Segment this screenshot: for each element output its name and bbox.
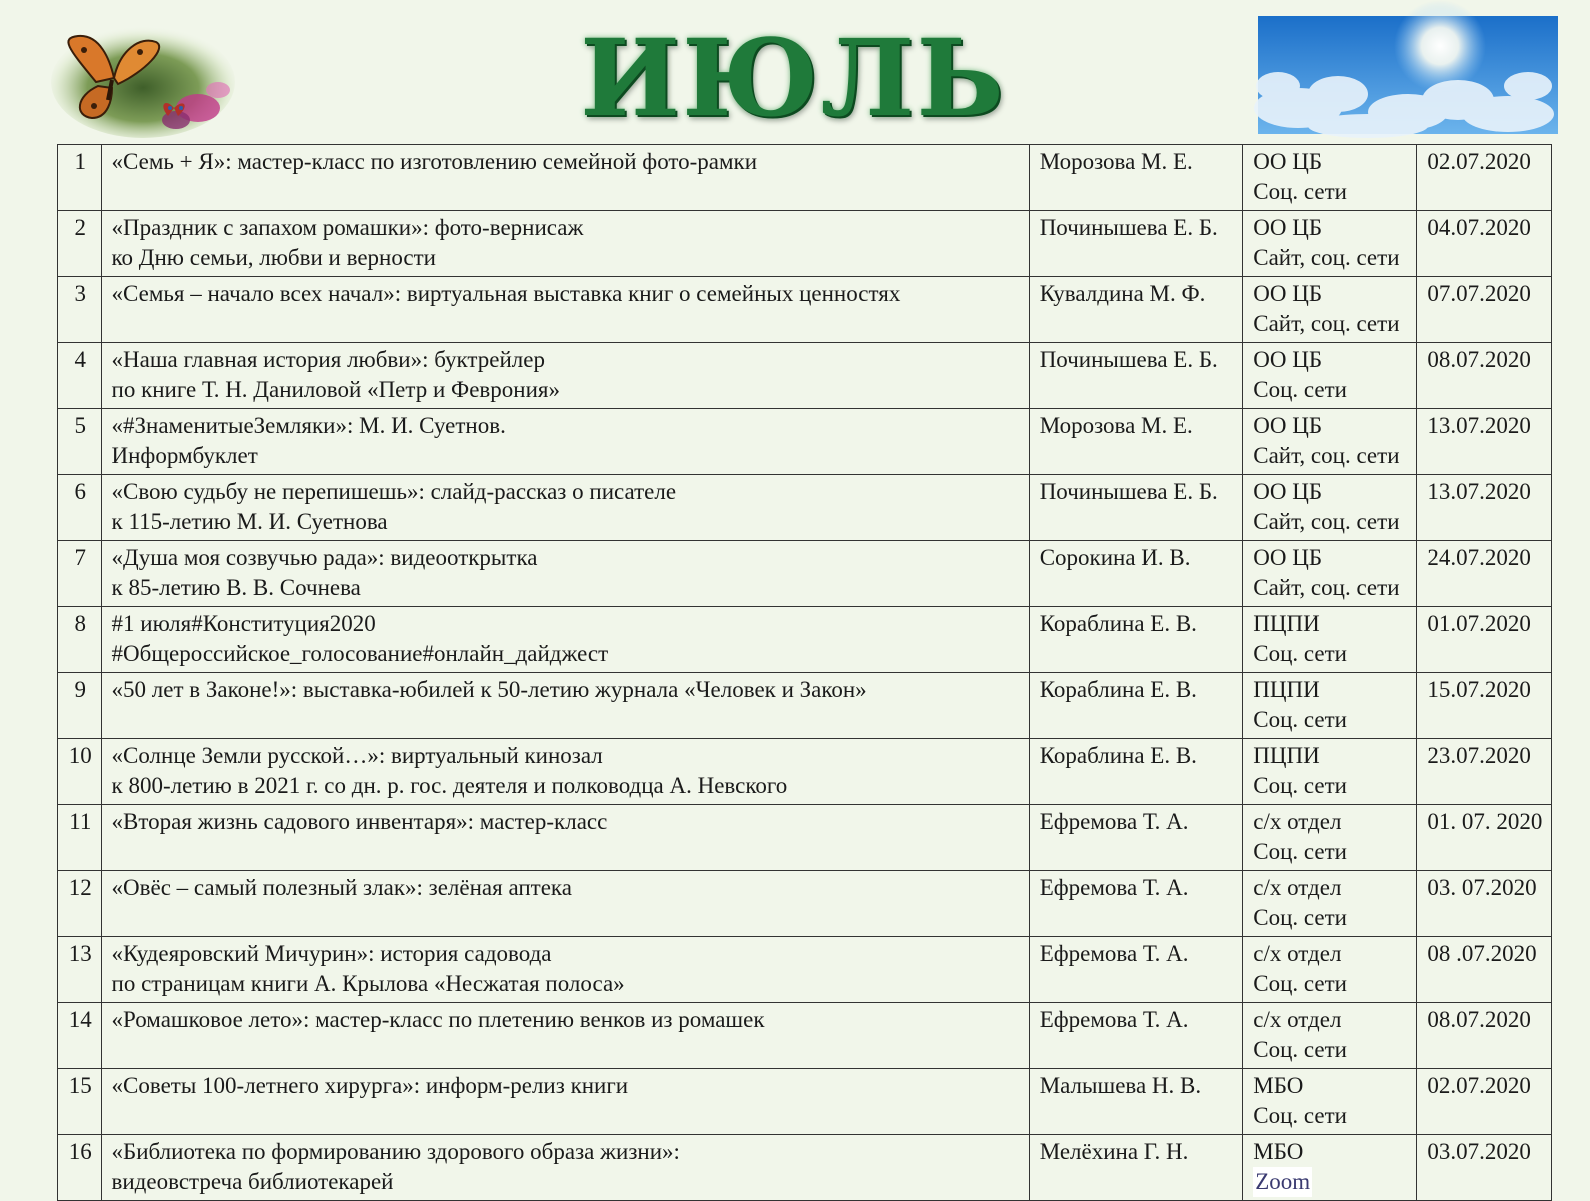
responsible-person: Кораблина Е. В.: [1029, 607, 1243, 673]
event-title: [101, 739, 1029, 805]
venue-department: МБО: [1253, 1139, 1304, 1164]
event-line: «Свою судьбу не перепишешь»: слайд-рассказ о писателе: [111, 479, 677, 504]
venue-department: ОО ЦБ: [1253, 413, 1323, 438]
venue-department: ОО ЦБ: [1253, 545, 1323, 570]
events-table: [57, 144, 1552, 1201]
responsible-person: Кораблина Е. В.: [1029, 673, 1243, 739]
event-title: [101, 871, 1029, 937]
venue: [1243, 475, 1417, 541]
row-number: 13: [58, 937, 102, 1003]
event-date: 01.07.2020: [1417, 607, 1552, 673]
event-title: [101, 607, 1029, 673]
venue-department: МБО: [1253, 1073, 1304, 1098]
event-title: [101, 475, 1029, 541]
event-title: [101, 937, 1029, 1003]
table-row: [58, 607, 1552, 673]
event-title: [101, 1069, 1029, 1135]
event-title: [101, 805, 1029, 871]
event-line: к 85-летию В. В. Сочнева: [111, 575, 361, 600]
row-number: 16: [58, 1135, 102, 1201]
table-row: [58, 937, 1552, 1003]
event-line: «Наша главная история любви»: буктрейлер: [111, 347, 545, 372]
venue: [1243, 409, 1417, 475]
row-number: 4: [58, 343, 102, 409]
event-line: «Праздник с запахом ромашки»: фото-вернисаж: [111, 215, 584, 240]
responsible-person: Ефремова Т. А.: [1029, 805, 1243, 871]
event-line: #1 июля#Конституция2020: [111, 611, 376, 636]
table-row: [58, 871, 1552, 937]
venue-department: с/х отдел: [1253, 875, 1342, 900]
venue-department: ПЦПИ: [1253, 611, 1320, 636]
event-line: к 800-летию в 2021 г. со дн. р. гос. деятеля и полководца А. Невского: [111, 773, 788, 798]
venue: [1243, 1135, 1417, 1201]
event-date: 02.07.2020: [1417, 145, 1552, 211]
venue-channel: Соц. сети: [1253, 377, 1347, 402]
responsible-person: Сорокина И. В.: [1029, 541, 1243, 607]
venue-department: с/х отдел: [1253, 941, 1342, 966]
event-date: 04.07.2020: [1417, 211, 1552, 277]
event-date: 03. 07.2020: [1417, 871, 1552, 937]
row-number: 1: [58, 145, 102, 211]
venue-channel: Соц. сети: [1253, 839, 1347, 864]
event-date: 01. 07. 2020: [1417, 805, 1552, 871]
responsible-person: Починышева Е. Б.: [1029, 343, 1243, 409]
responsible-person: Ефремова Т. А.: [1029, 937, 1243, 1003]
event-line: «Вторая жизнь садового инвентаря»: мастер-класс: [111, 809, 608, 834]
sun-icon: [1394, 0, 1486, 92]
row-number: 6: [58, 475, 102, 541]
event-line: Информбуклет: [111, 443, 258, 468]
responsible-person: Морозова М. Е.: [1029, 145, 1243, 211]
venue-channel: Соц. сети: [1253, 1103, 1347, 1128]
venue: [1243, 1003, 1417, 1069]
venue-channel: Соц. сети: [1253, 641, 1347, 666]
table-row: [58, 343, 1552, 409]
row-number: 2: [58, 211, 102, 277]
responsible-person: Мелёхина Г. Н.: [1029, 1135, 1243, 1201]
venue-channel: Соц. сети: [1253, 707, 1347, 732]
venue: [1243, 145, 1417, 211]
event-line: по страницам книги А. Крылова «Несжатая полоса»: [111, 971, 625, 996]
row-number: 15: [58, 1069, 102, 1135]
event-title: [101, 673, 1029, 739]
venue-channel: Соц. сети: [1253, 1037, 1347, 1062]
event-date: 23.07.2020: [1417, 739, 1552, 805]
venue-department: ОО ЦБ: [1253, 281, 1323, 306]
venue-channel: Соц. сети: [1253, 773, 1347, 798]
venue-channel: Сайт, соц. сети: [1253, 509, 1400, 534]
event-line: «#ЗнаменитыеЗемляки»: М. И. Суетнов.: [111, 413, 506, 438]
responsible-person: Малышева Н. В.: [1029, 1069, 1243, 1135]
event-title: [101, 541, 1029, 607]
responsible-person: Ефремова Т. А.: [1029, 871, 1243, 937]
event-title: [101, 211, 1029, 277]
venue-department: ОО ЦБ: [1253, 149, 1323, 174]
responsible-person: Кувалдина М. Ф.: [1029, 277, 1243, 343]
venue-channel: Соц. сети: [1253, 971, 1347, 996]
table-row: [58, 805, 1552, 871]
row-number: 7: [58, 541, 102, 607]
table-row: [58, 673, 1552, 739]
event-date: 03.07.2020: [1417, 1135, 1552, 1201]
sky-illustration: [1258, 16, 1558, 134]
event-date: 15.07.2020: [1417, 673, 1552, 739]
event-line: «Кудеяровский Мичурин»: история садовода: [111, 941, 552, 966]
row-number: 9: [58, 673, 102, 739]
table-row: [58, 1003, 1552, 1069]
venue: [1243, 673, 1417, 739]
venue-channel: Zoom: [1253, 1167, 1312, 1197]
venue: [1243, 1069, 1417, 1135]
venue: [1243, 277, 1417, 343]
venue-department: ОО ЦБ: [1253, 479, 1323, 504]
event-date: 24.07.2020: [1417, 541, 1552, 607]
table-row: [58, 475, 1552, 541]
event-date: 07.07.2020: [1417, 277, 1552, 343]
event-line: ко Дню семьи, любви и верности: [111, 245, 436, 270]
venue-channel: Соц. сети: [1253, 905, 1347, 930]
responsible-person: Кораблина Е. В.: [1029, 739, 1243, 805]
table-row: [58, 541, 1552, 607]
venue-channel: Сайт, соц. сети: [1253, 311, 1400, 336]
table-row: [58, 409, 1552, 475]
venue-channel: Сайт, соц. сети: [1253, 245, 1400, 270]
event-line: видеовстреча библиотекарей: [111, 1169, 394, 1194]
table-row: [58, 1135, 1552, 1201]
event-date: 13.07.2020: [1417, 475, 1552, 541]
venue-department: ПЦПИ: [1253, 677, 1320, 702]
responsible-person: Морозова М. Е.: [1029, 409, 1243, 475]
event-title: [101, 145, 1029, 211]
venue: [1243, 541, 1417, 607]
venue-channel: Сайт, соц. сети: [1253, 575, 1400, 600]
responsible-person: Починышева Е. Б.: [1029, 475, 1243, 541]
table-row: [58, 739, 1552, 805]
venue: [1243, 805, 1417, 871]
venue: [1243, 211, 1417, 277]
venue-channel: Соц. сети: [1253, 179, 1347, 204]
event-date: 02.07.2020: [1417, 1069, 1552, 1135]
responsible-person: Ефремова Т. А.: [1029, 1003, 1243, 1069]
event-title: [101, 343, 1029, 409]
table-row: [58, 145, 1552, 211]
row-number: 3: [58, 277, 102, 343]
row-number: 5: [58, 409, 102, 475]
venue-department: с/х отдел: [1253, 809, 1342, 834]
venue-department: ОО ЦБ: [1253, 215, 1323, 240]
event-date: 13.07.2020: [1417, 409, 1552, 475]
event-line: к 115-летию М. И. Суетнова: [111, 509, 388, 534]
row-number: 10: [58, 739, 102, 805]
row-number: 12: [58, 871, 102, 937]
event-title: [101, 277, 1029, 343]
venue-channel: Сайт, соц. сети: [1253, 443, 1400, 468]
event-title: [101, 1003, 1029, 1069]
event-line: «Овёс – самый полезный злак»: зелёная аптека: [111, 875, 572, 900]
event-line: «Солнце Земли русской…»: виртуальный кинозал: [111, 743, 603, 768]
table-row: [58, 1069, 1552, 1135]
venue-department: ПЦПИ: [1253, 743, 1320, 768]
venue: [1243, 871, 1417, 937]
event-date: 08.07.2020: [1417, 1003, 1552, 1069]
event-date: 08.07.2020: [1417, 343, 1552, 409]
butterfly-illustration: [48, 20, 238, 138]
table-row: [58, 277, 1552, 343]
venue: [1243, 937, 1417, 1003]
event-line: «Библиотека по формированию здорового образа жизни»:: [111, 1139, 680, 1164]
event-line: «Семь + Я»: мастер-класс по изготовлению семейной фото-рамки: [111, 149, 758, 174]
row-number: 14: [58, 1003, 102, 1069]
row-number: 11: [58, 805, 102, 871]
row-number: 8: [58, 607, 102, 673]
venue: [1243, 343, 1417, 409]
event-line: «50 лет в Законе!»: выставка-юбилей к 50-летию журнала «Человек и Закон»: [111, 677, 867, 702]
page-title: ИЮЛЬ: [580, 15, 1006, 140]
venue: [1243, 607, 1417, 673]
event-title: [101, 409, 1029, 475]
event-line: #Общероссийское_голосование#онлайн_дайджест: [111, 641, 609, 666]
venue-department: ОО ЦБ: [1253, 347, 1323, 372]
event-line: «Душа моя созвучью рада»: видеооткрытка: [111, 545, 538, 570]
event-line: по книге Т. Н. Даниловой «Петр и Феврония»: [111, 377, 560, 402]
event-line: «Ромашковое лето»: мастер-класс по плетению венков из ромашек: [111, 1007, 765, 1032]
venue-department: с/х отдел: [1253, 1007, 1342, 1032]
table-row: [58, 211, 1552, 277]
event-date: 08 .07.2020: [1417, 937, 1552, 1003]
event-line: «Семья – начало всех начал»: виртуальная выставка книг о семейных ценностях: [111, 281, 901, 306]
venue: [1243, 739, 1417, 805]
event-line: «Советы 100-летнего хирурга»: информ-релиз книги: [111, 1073, 629, 1098]
event-title: [101, 1135, 1029, 1201]
responsible-person: Починышева Е. Б.: [1029, 211, 1243, 277]
